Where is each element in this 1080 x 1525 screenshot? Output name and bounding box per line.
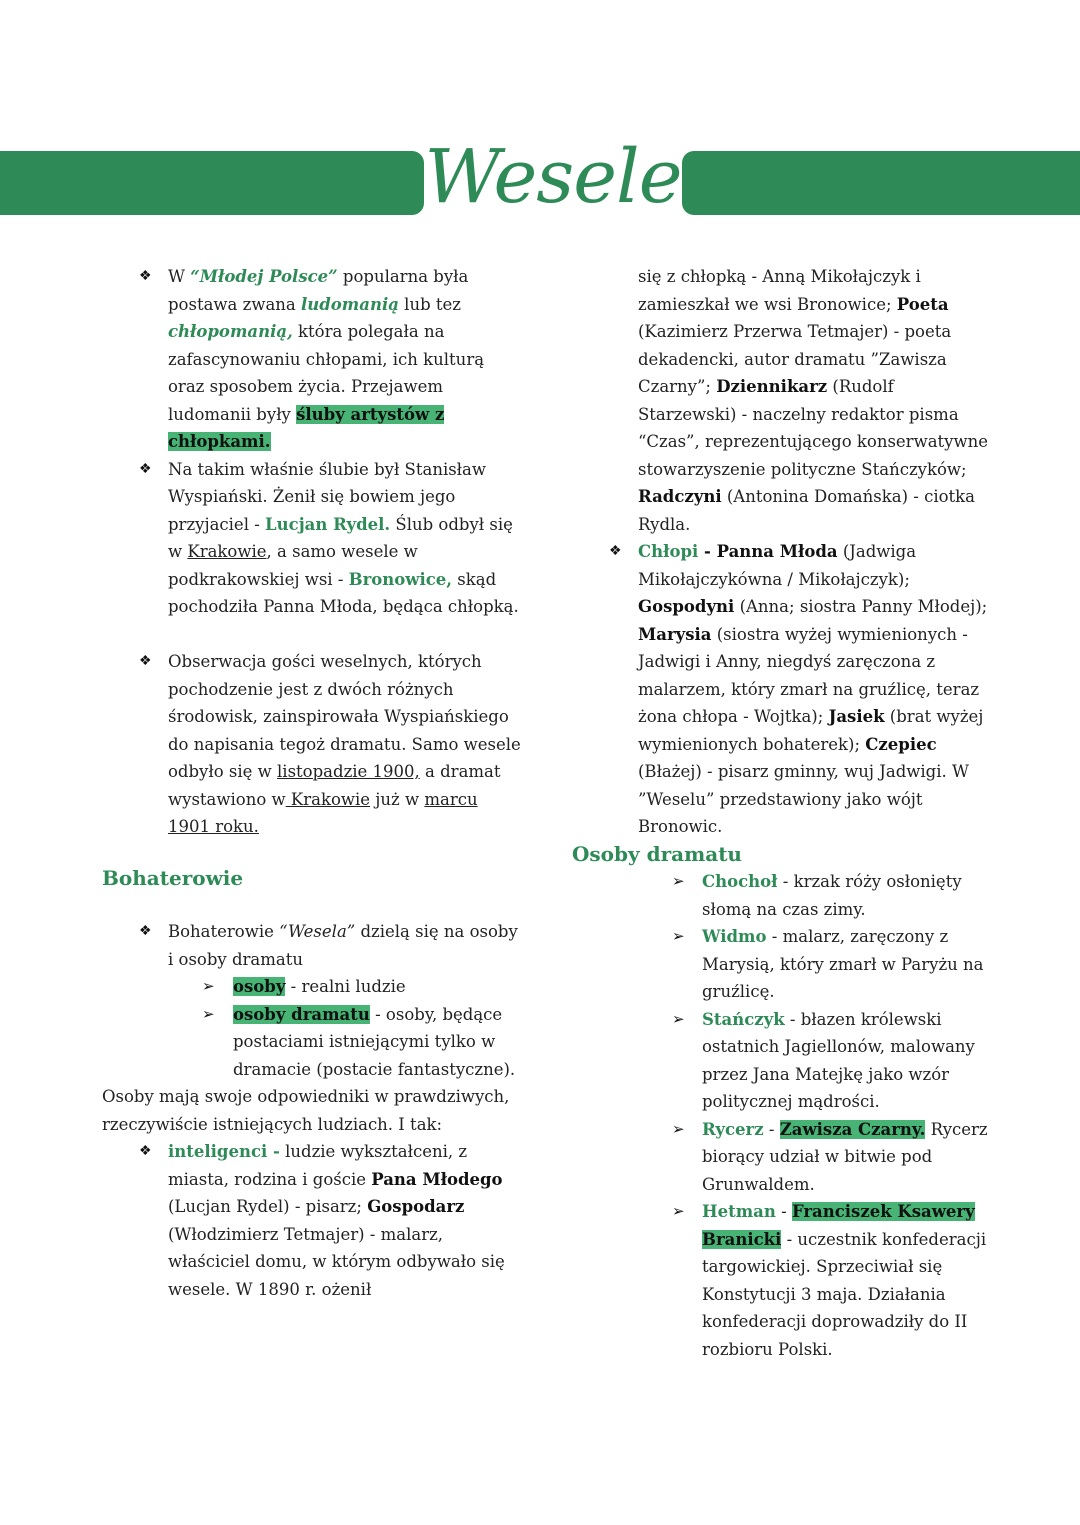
bullet-obserwacja: ❖ Obserwacja gości weselnych, których pochodzenie jest z dwóch różnych środowisk, zainspirowała Wyspiańskiego do napisania tegoż dramatu. Samo wesele odbyło się w listopadzie 1900, a dramat wystawiono w Krakowie już w marcu 1901 roku. [102, 648, 522, 841]
arrow-osoby: ➢ osoby - realni ludzie [102, 973, 522, 1001]
right-column [572, 263, 992, 1363]
page-title: Wesele [424, 134, 682, 220]
arrow-hetman: ➢ Hetman - Franciszek Ksawery Branicki - uczestnik konfederacji targowickiej. Sprzeciwiał się Konstytucji 3 maja. Działania konfederacji doprowadziły do II rozbioru Polski. [572, 1198, 992, 1363]
arrow-chochol: ➢ Chochoł - krzak róży osłonięty słomą na czas zimy. [572, 868, 992, 923]
paragraph-inteligenci-cont: się z chłopką - Anną Mikołajczyk i zamieszkał we wsi Bronowice; Poeta (Kazimierz Przerwa Tetmajer) - poeta dekadencki, autor dramatu ”Zawisza Czarny”; Dziennikarz (Rudolf Starzewski) - naczelny redaktor pisma “Czas”, reprezentującego konserwatywne stowarzyszenie polityczne Stańczyków; Radczyni (Antonina Domańska) - ciotka Rydla. [638, 267, 988, 534]
section-heading-bohaterowie: Bohaterowie [102, 865, 244, 890]
arrow-rycerz: ➢ Rycerz - Zawisza Czarny. Rycerz biorący udział w bitwie pod Grunwaldem. [572, 1116, 992, 1199]
bullet-ludomania: ❖ W “Młodej Polsce” popularna była postawa zwana ludomanią lub tez chłopomanią, która polegała na zafascynowaniu chłopami, ich kulturą oraz sposobem życia. Przejawem ludomanii były śluby artystów z chłopkami. [102, 263, 522, 456]
paragraph-odpowiedniki: Osoby mają swoje odpowiedniki w prawdziwych, rzeczywiście istniejących ludziach. I tak: [102, 1087, 510, 1134]
section-heading-osoby-dramatu: Osoby dramatu [572, 841, 742, 866]
bullet-inteligenci: ❖ inteligenci - ludzie wykształceni, z miasta, rodzina i goście Pana Młodego (Lucjan Rydel) - pisarz; Gospodarz (Włodzimierz Tetmajer) - malarz, właściciel domu, w którym odbywało się wesele. W 1890 r. ożenił [102, 1138, 522, 1303]
bullet-chlopi: ❖ Chłopi - Panna Młoda (Jadwiga Mikołajczykówna / Mikołajczyk); Gospodyni (Anna; siostra Panny Młodej); Marysia (siostra wyżej wymienionych - Jadwigi i Anny, niegdyś zaręczona z malarzem, który zmarł na gruźlicę, teraz żona chłopa - Wojtka); Jasiek (brat wyżej wymienionych bohaterek); Czepiec (Błażej) - pisarz gminny, wuj Jadwigi. W ”Weselu” przedstawiony jako wójt Bronowic. [572, 538, 992, 841]
arrow-stanczyk: ➢ Stańczyk - błazen królewski ostatnich Jagiellonów, malowany przez Jana Matejkę jako wzór politycznej mądrości. [572, 1006, 992, 1116]
arrow-osoby-dramatu: ➢ osoby dramatu - osoby, będące postaciami istniejącymi tylko w dramacie (postacie fantastyczne). [102, 1001, 522, 1084]
header-banner-right [682, 151, 1080, 215]
header-banner-left [0, 151, 424, 215]
arrow-widmo: ➢ Widmo - malarz, zaręczony z Marysią, który zmarł w Paryżu na gruźlicę. [572, 923, 992, 1006]
bullet-slub: ❖ Na takim właśnie ślubie był Stanisław Wyspiański. Żenił się bowiem jego przyjaciel - Lucjan Rydel. Ślub odbył się w Krakowie, a samo wesele w podkrakowskiej wsi - Bronowice, skąd pochodziła Panna Młoda, będąca chłopką. [102, 456, 522, 621]
highlight: śluby artystów z chłopkami. [168, 404, 445, 451]
left-column [102, 263, 522, 1303]
bullet-bohaterowie: ❖ Bohaterowie “Wesela” dzielą się na osoby i osoby dramatu [102, 918, 522, 973]
